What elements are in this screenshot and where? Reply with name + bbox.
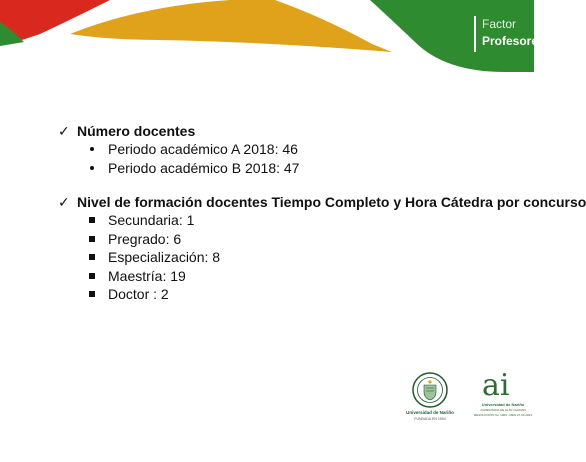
list-item-text: Pregrado: 6 [108,230,182,247]
section-heading [58,122,534,140]
bullet-square-icon [89,254,95,260]
list-item-text: Maestría: 19 [108,267,186,284]
list-item [88,159,534,178]
accreditation-logo [472,370,534,430]
section-numero-docentes [58,122,534,177]
ai-mark: ai [482,368,510,403]
university-founded: FUNDADA EN 1904 [414,417,446,421]
list-item [88,267,534,286]
list-item-text: Periodo académico B 2018: 47 [108,159,300,176]
item-list [58,211,534,304]
university-name: Universidad de Nariño [406,410,454,415]
list-item-text: Doctor : 2 [108,286,169,302]
list-item [88,248,534,267]
list-item [88,230,534,249]
list-item-text: Especialización: 8 [108,249,221,265]
bullet-dot-icon [90,166,94,170]
university-logo [400,370,460,430]
university-seal-icon [412,372,448,408]
bullet-square-icon [89,291,95,297]
list-item-text: Secundaria: 1 [108,212,195,228]
factor-value: Profesores [482,34,545,48]
section-nivel-formacion [58,193,586,304]
list-item-text: Periodo académico A 2018: 46 [108,141,298,157]
checkmark-icon: ✓ [58,123,70,139]
accreditation-line-1: Universidad de Nariño [481,402,525,407]
section-title: Número docentes [77,123,196,139]
bullet-square-icon [89,236,95,242]
checkmark-icon: ✓ [58,194,70,210]
item-list [58,140,534,177]
bullet-square-icon [89,217,95,223]
factor-label: Factor [482,17,517,31]
accreditation-line-3: RESOLUCIÓN No. 1964 - MEN 27.06.2023 [473,413,533,417]
header-banner [0,0,534,90]
list-item [88,211,534,230]
section-heading [58,193,586,211]
footer-logos [400,370,534,430]
list-item [88,285,534,304]
accreditation-line-2: ACREDITADA DE ALTA CALIDAD [480,408,526,412]
list-item [88,140,534,159]
bullet-square-icon [89,273,95,279]
factor-label-box [474,16,545,52]
slide-content [58,122,586,320]
section-title: Nivel de formación docentes Tiempo Completo y Hora Cátedra por concurso [77,194,586,210]
bullet-dot-icon [90,147,94,151]
